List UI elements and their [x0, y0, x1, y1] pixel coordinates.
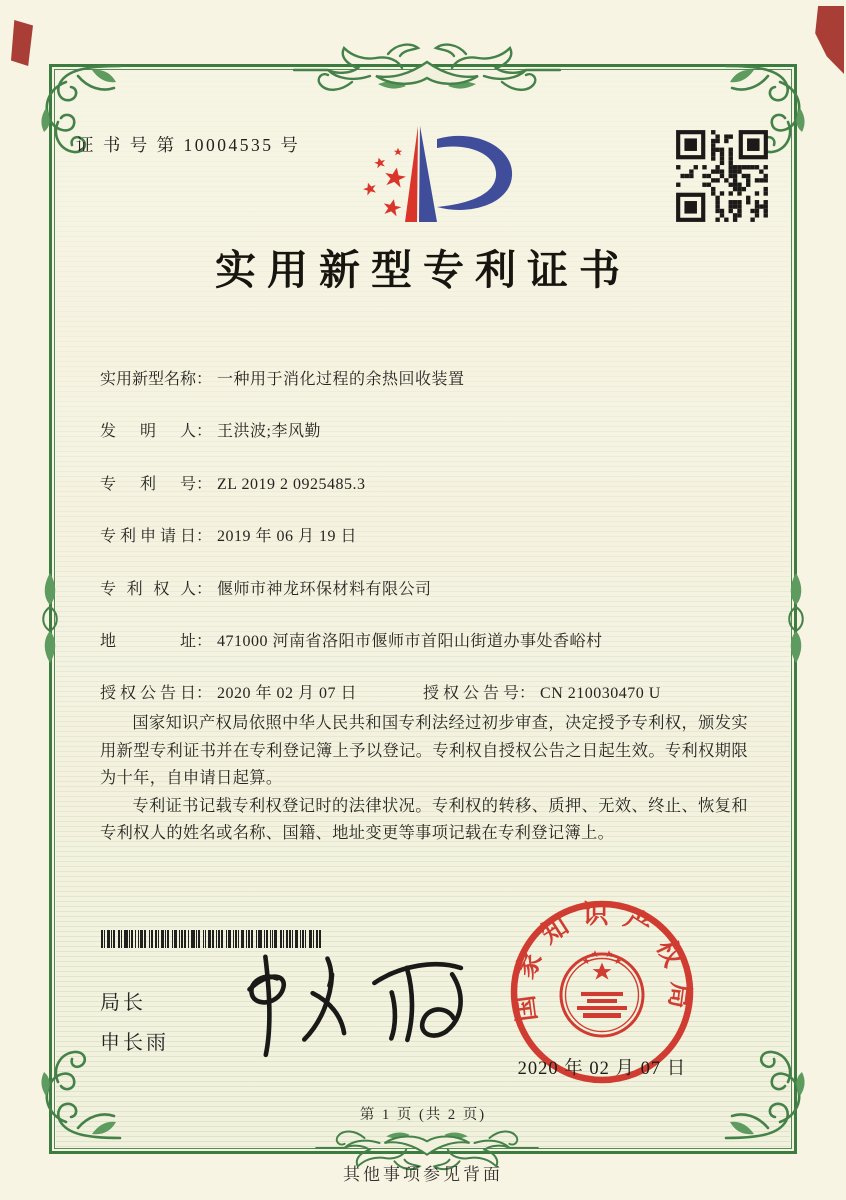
field-row-patent-no [100, 471, 760, 496]
director-signature [210, 933, 482, 1070]
top-center-ornament [292, 34, 562, 106]
qr-code [672, 128, 772, 224]
corner-ornament-bottom-right [724, 1038, 814, 1148]
field-row-inventor [100, 418, 760, 443]
paragraph-grant-statement: 国家知识产权局依照中华人民共和国专利法经过初步审查，决定授予专利权，颁发实用新型专利证书并在专利登记簿上予以登记。专利权自授权公告之日起生效。专利权期限为十年，自申请日起算。 [100, 714, 748, 788]
director-title: 局长 [100, 992, 146, 1014]
field-row-grant [100, 680, 760, 705]
page-number: 第 1 页 (共 2 页) [359, 1107, 487, 1123]
field-row-name [100, 366, 760, 391]
field-colon: ： [196, 632, 213, 650]
right-edge-ornament [783, 572, 809, 664]
field-colon: ： [196, 580, 213, 598]
field-value: CN 210030470 U [540, 685, 661, 703]
field-colon: ： [196, 423, 213, 441]
certificate-title: 实用新型专利证书 [215, 247, 631, 293]
seal-date: 2020 年 02 月 07 日 [517, 1059, 687, 1079]
paragraph-register-statement: 专利证书记载专利权登记时的法律状况。专利权的转移、质押、无效、终止、恢复和专利权人的姓名或名称、国籍、地址变更等事项记载在专利登记簿上。 [100, 796, 748, 843]
field-colon: ： [196, 475, 213, 493]
field-value: ZL 2019 2 0925485.3 [217, 475, 366, 493]
field-label: 实用新型名称 [100, 371, 197, 388]
field-colon: ： [519, 685, 536, 703]
certificate-number: 证 书 号 第 10004535 号 [76, 135, 301, 155]
field-colon: ： [196, 528, 213, 546]
back-note: 其他事项参见背面 [343, 1165, 503, 1184]
field-row-address [100, 628, 760, 653]
field-value: 王洪波;李风勤 [217, 423, 321, 441]
left-edge-ornament [37, 572, 63, 664]
field-value: 471000 河南省洛阳市偃师市首阳山街道办事处香峪村 [217, 632, 603, 650]
field-value: 一种用于消化过程的余热回收装置 [217, 371, 465, 388]
field-colon: ： [196, 685, 213, 703]
field-colon: ： [196, 371, 213, 388]
svg-text:国家知识产权局 [508, 900, 695, 1023]
field-label: 发明人 [100, 423, 196, 441]
field-value: 偃师市神龙环保材料有限公司 [217, 580, 432, 598]
field-label: 专利号 [100, 475, 196, 493]
fields-section [100, 366, 760, 733]
director-name: 申长雨 [100, 1032, 169, 1054]
field-label: 授权公告号 [423, 685, 520, 703]
field-label: 专利权人 [100, 580, 196, 598]
field-label: 授权公告日 [100, 685, 196, 703]
field-value: 2019 年 06 月 19 日 [217, 528, 358, 546]
field-row-patentee [100, 576, 760, 601]
field-value: 2020 年 02 月 07 日 [217, 685, 358, 703]
legal-text [100, 710, 748, 848]
red-folder-corner-left [11, 20, 33, 66]
field-label: 地址 [100, 632, 196, 650]
cnipa-logo-icon [348, 112, 524, 236]
national-emblem-icon [561, 950, 643, 1036]
seal-text: 国家知识产权局 [508, 900, 696, 1024]
field-row-filing-date [100, 523, 760, 548]
field-label: 专利申请日 [100, 528, 196, 546]
